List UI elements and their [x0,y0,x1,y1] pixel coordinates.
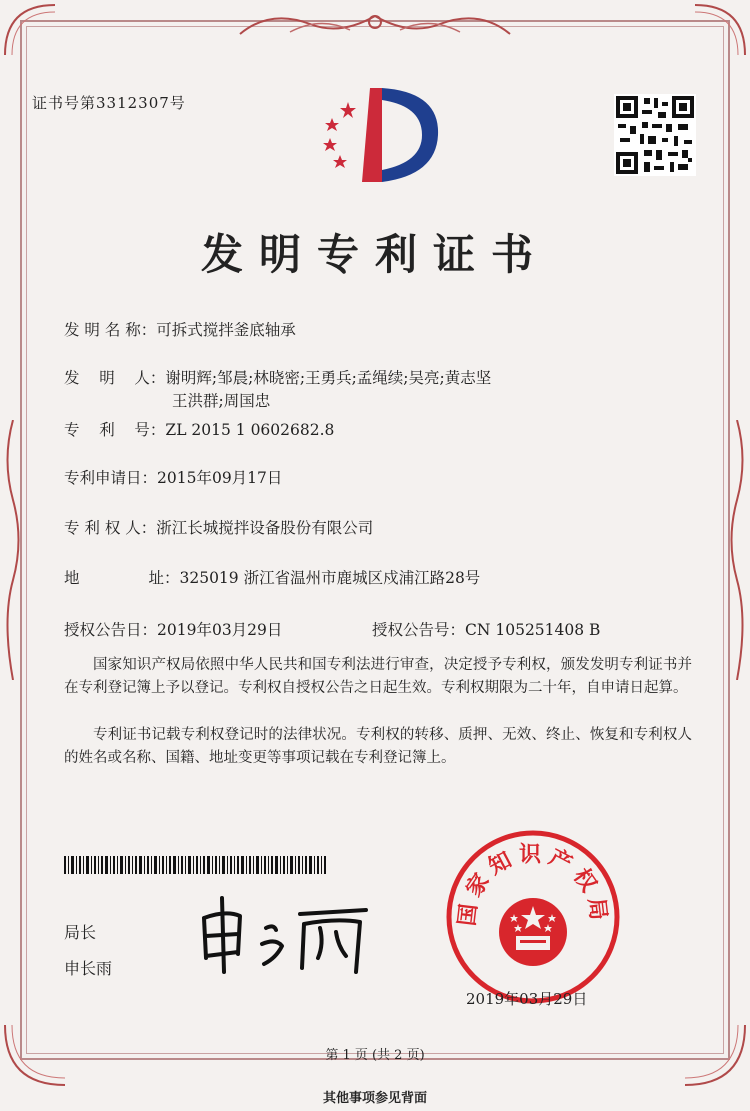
inventors-line1: 谢明辉;邹晨;林晓密;王勇兵;孟绳续;吴亮;黄志坚 [165,369,492,387]
filing-date-row [64,466,282,488]
grant-number-label: 授权公告号： [372,621,466,639]
patent-number-row [64,418,334,440]
invention-name-value: 可拆式搅拌釜底轴承 [156,321,296,339]
grant-date-label: 授权公告日： [64,621,158,639]
invention-name-label: 发 明 名 称： [64,321,157,339]
patentee-label: 专 利 权 人： [64,519,157,537]
director-signature [196,888,372,978]
top-ornament-icon [230,4,520,44]
page-indicator: 第 1 页 (共 2 页) [325,1048,425,1063]
grant-number-row [372,618,600,640]
seal-date: 2019年03月29日 [466,990,588,1008]
official-seal-icon [444,828,622,1006]
patent-number-value: ZL 2015 1 0602682.8 [165,421,335,439]
cnipa-logo-icon [310,80,450,190]
svg-text:国家知识产权局: 国家知识产权局 [454,842,612,928]
grant-number-value: CN 105251408 B [465,621,601,639]
director-name: 申长雨 [64,959,113,978]
grant-date-row [64,618,282,640]
right-ornament-icon [724,420,750,680]
filing-date-value: 2015年09月17日 [157,469,283,487]
inventors-line2: 王洪群;周国忠 [172,392,271,410]
address-value: 325019 浙江省温州市鹿城区戍浦江路28号 [179,569,481,587]
qr-code-icon [614,94,696,176]
inventor-row [64,366,491,388]
patentee-value: 浙江长城搅拌设备股份有限公司 [156,519,374,537]
filing-date-label: 专利申请日： [64,469,158,487]
invention-name-row [64,318,296,340]
national-emblem-icon [499,898,567,966]
corner-ornament-icon [690,0,750,60]
address-label: 地 址： [64,569,180,587]
certificate-number: 证书号第3312307号 [32,94,186,112]
footer-note: 其他事项参见背面 [322,1091,427,1106]
inventor-label: 发 明 人： [64,369,166,387]
left-ornament-icon [0,420,26,680]
body-paragraph-1: 国家知识产权局依照中华人民共和国专利法进行审查，决定授予专利权，颁发发明专利证书并在专利登记簿上予以登记。专利权自授权公告之日起生效。专利权期限为二十年，自申请日起算。 [64,657,692,696]
document-title: 发明专利证书 [200,230,549,279]
barcode-icon [64,856,326,874]
address-row [64,566,480,588]
grant-date-value: 2019年03月29日 [157,621,283,639]
patent-number-label: 专 利 号： [64,421,166,439]
body-paragraph-2: 专利证书记载专利权登记时的法律状况。专利权的转移、质押、无效、终止、恢复和专利权人的姓名或名称、国籍、地址变更等事项记载在专利登记簿上。 [64,727,692,766]
director-title: 局长 [64,923,97,942]
patentee-row [64,516,373,538]
corner-ornament-icon [0,0,60,60]
